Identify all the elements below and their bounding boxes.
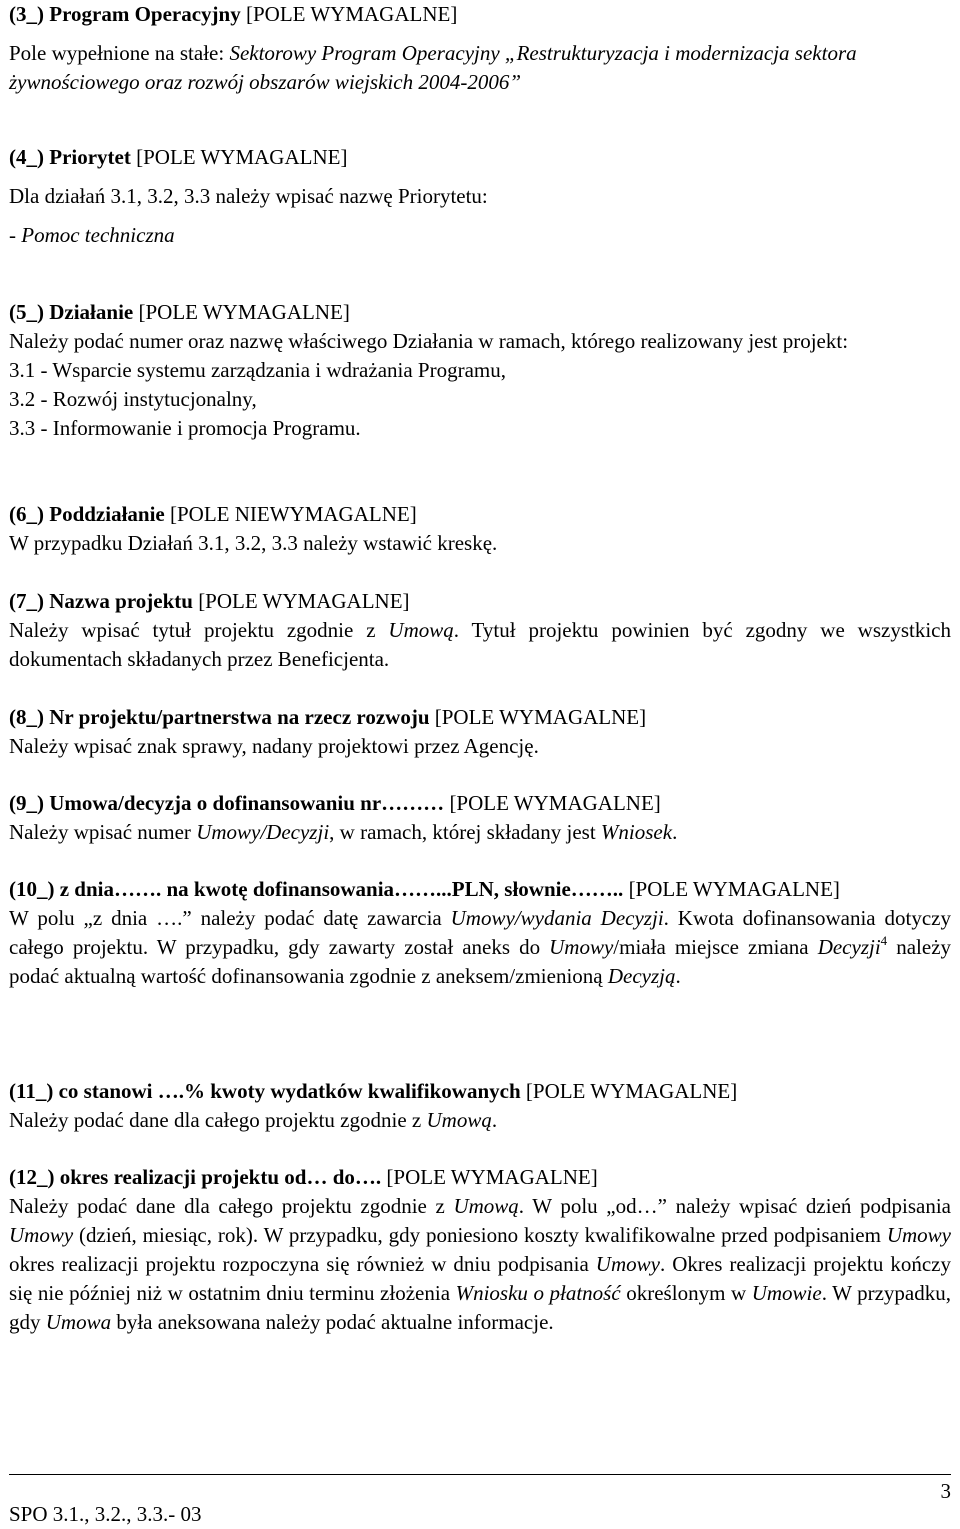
- footer-document-code: SPO 3.1., 3.2., 3.3.- 03: [9, 1502, 202, 1526]
- section-text: [9, 1192, 951, 1337]
- text-run: /miała miejsce zmiana: [613, 935, 818, 959]
- page-number: 3: [940, 1479, 951, 1503]
- text-run: Umową: [388, 618, 454, 642]
- section-priorytet: [9, 143, 951, 250]
- section-okres-realizacji: [9, 1163, 951, 1337]
- heading-title: (12_) okres realizacji projektu od… do….: [9, 1165, 382, 1189]
- text-run: Umową: [453, 1194, 519, 1218]
- section-heading: [9, 298, 951, 327]
- section-text: Należy wpisać znak sprawy, nadany projektowi przez Agencję.: [9, 734, 539, 758]
- footer-divider: [9, 1474, 951, 1475]
- text-run: należy podać aktualną wartość dofinansowania zgodnie z aneksem/zmienioną: [9, 935, 952, 988]
- section-poddzialanie: [9, 500, 951, 558]
- section-text: [9, 904, 951, 991]
- list-item: 3.2 - Rozwój instytucjonalny,: [9, 387, 257, 411]
- heading-field-status: [POLE WYMAGALNE]: [429, 705, 647, 729]
- text-run: Decyzją: [607, 964, 676, 988]
- section-heading: [9, 703, 951, 732]
- heading-field-status: [POLE WYMAGALNE]: [130, 145, 348, 169]
- section-text: W przypadku Działań 3.1, 3.2, 3.3 należy wstawić kreskę.: [9, 531, 498, 555]
- section-heading: [9, 789, 951, 818]
- section-z-dnia-kwota: [9, 875, 951, 991]
- section-heading: [9, 143, 951, 172]
- heading-field-status: [POLE WYMAGALNE]: [192, 589, 410, 613]
- section-heading: [9, 1077, 951, 1106]
- text-run: . W polu „od…” należy wpisać dzień podpisania: [518, 1194, 952, 1218]
- text-run: Umową: [426, 1108, 492, 1132]
- text-run: Wniosek: [600, 820, 673, 844]
- text-run: Umowie: [751, 1281, 822, 1305]
- text-run: . Okres realizacji projektu kończy się nie później niż w ostatnim dniu terminu złożenia: [9, 1252, 951, 1305]
- text-run: Umowy/wydania Decyzji: [450, 906, 664, 930]
- priority-name: [9, 221, 951, 250]
- section-nazwa-projektu: [9, 587, 951, 674]
- section-text: [9, 39, 951, 97]
- text-run: - Pomoc techniczna: [9, 223, 175, 247]
- section-nr-projektu: [9, 703, 951, 761]
- heading-field-status: [POLE WYMAGALNE]: [381, 1165, 598, 1189]
- section-text: Dla działań 3.1, 3.2, 3.3 należy wpisać nazwę Priorytetu:: [9, 184, 488, 208]
- text-run: W polu „z dnia ….” należy podać datę zawarcia: [9, 906, 451, 930]
- section-text: Należy podać numer oraz nazwę właściwego Działania w ramach, którego realizowany jest projekt:: [9, 329, 849, 353]
- section-dzialanie: [9, 298, 951, 443]
- section-text: [9, 1106, 951, 1135]
- text-run: Należy wpisać numer: [9, 820, 197, 844]
- text-run: .: [675, 964, 681, 988]
- heading-title: Program Operacyjny: [49, 2, 241, 26]
- section-heading: [9, 587, 951, 616]
- text-run: określonym w: [620, 1281, 752, 1305]
- section-umowa-decyzja: [9, 789, 951, 847]
- heading-field-status: [POLE WYMAGALNE]: [133, 300, 350, 324]
- section-heading: [9, 1163, 951, 1192]
- program-name: Sektorowy Program Operacyjny „Restrukturyzacja i modernizacja sektora żywnościowego oraz rozwój obszarów wiejskich 2004-2006”: [9, 41, 857, 94]
- list-item: 3.1 - Wsparcie systemu zarządzania i wdrażania Programu,: [9, 358, 506, 382]
- text-run: . Tytuł projektu powinien być zgodny we wszystkich dokumentach składanych przez Beneficjenta.: [9, 618, 951, 671]
- heading-field-status: [POLE NIEWYMAGALNE]: [164, 502, 417, 526]
- text-run: Umowy: [549, 935, 614, 959]
- text-run: Umowa: [45, 1310, 112, 1334]
- list-item: 3.3 - Informowanie i promocja Programu.: [9, 416, 361, 440]
- text-run: była aneksowana należy podać aktualne informacje.: [111, 1310, 554, 1334]
- text-run: Wniosku o płatność: [455, 1281, 621, 1305]
- heading-title: (5_) Działanie: [9, 300, 134, 324]
- section-procent-kwoty: [9, 1077, 951, 1135]
- text-run: . Kwota dofinansowania dotyczy całego projektu. W przypadku, gdy zawarty został aneks do: [9, 906, 951, 959]
- text-run: . W przypadku, gdy: [9, 1281, 951, 1334]
- section-heading: [9, 875, 951, 904]
- text-run: Decyzji: [817, 935, 881, 959]
- text-run: (dzień, miesiąc, rok). W przypadku, gdy poniesiono koszty kwalifikowalne przed podpisaniem: [73, 1223, 887, 1247]
- text-run: Należy podać dane dla całego projektu zgodnie z: [9, 1194, 454, 1218]
- heading-title: (7_) Nazwa projektu: [9, 589, 193, 613]
- text-run: Umowy: [886, 1223, 951, 1247]
- text-run: Pole wypełnione na stałe:: [9, 41, 230, 65]
- heading-title: (4_) Priorytet: [9, 145, 131, 169]
- section-text: [9, 818, 951, 847]
- heading-title: (10_) z dnia……. na kwotę dofinansowania……...PLN, słownie……..: [9, 877, 624, 901]
- text-run: , w ramach, której składany jest: [329, 820, 601, 844]
- heading-title: (11_) co stanowi ….% kwoty wydatków kwalifikowanych: [9, 1079, 521, 1103]
- text-run: Umowy/Decyzji: [196, 820, 330, 844]
- text-run: Umowy: [9, 1223, 74, 1247]
- heading-field-status: [POLE WYMAGALNE]: [623, 877, 840, 901]
- text-run: Umowy: [595, 1252, 660, 1276]
- heading-label: (3_): [9, 2, 50, 26]
- footnote-ref: 4: [880, 933, 888, 948]
- heading-title: (8_) Nr projektu/partnerstwa na rzecz rozwoju: [9, 705, 430, 729]
- text-run: Należy podać dane dla całego projektu zgodnie z: [9, 1108, 427, 1132]
- text-run: .: [672, 820, 678, 844]
- heading-field-status: [POLE WYMAGALNE]: [240, 2, 458, 26]
- section-heading: [9, 0, 951, 29]
- section-heading: [9, 500, 951, 529]
- section-text: [9, 616, 951, 674]
- heading-title: (6_) Poddziałanie: [9, 502, 165, 526]
- heading-title: (9_) Umowa/decyzja o dofinansowaniu nr………: [9, 791, 445, 815]
- text-run: okres realizacji projektu rozpoczyna się również w dniu podpisania: [9, 1252, 596, 1276]
- heading-field-status: [POLE WYMAGALNE]: [520, 1079, 738, 1103]
- section-program-operacyjny: [9, 0, 951, 97]
- heading-field-status: [POLE WYMAGALNE]: [444, 791, 661, 815]
- text-run: .: [491, 1108, 498, 1132]
- text-run: Należy wpisać tytuł projektu zgodnie z: [9, 618, 389, 642]
